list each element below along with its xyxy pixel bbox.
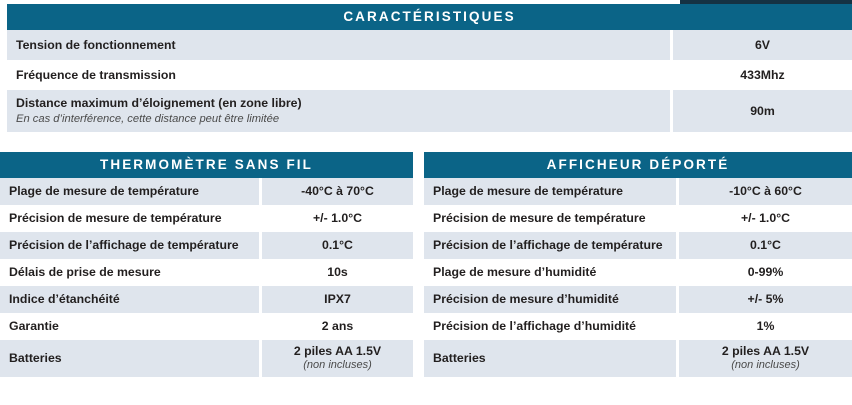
row-label-cell xyxy=(0,259,259,286)
row-value-text: 433Mhz xyxy=(740,67,785,82)
row-value-cell xyxy=(679,259,852,286)
row-label-text: Précision de mesure d’humidité xyxy=(433,292,619,307)
row-label-text: Tension de fonctionnement xyxy=(16,37,176,52)
table-thermometre-sans-fil xyxy=(0,152,413,377)
row-label-text: Précision de mesure de température xyxy=(433,211,646,226)
row-label-text: Batteries xyxy=(9,351,62,366)
row-value-note: (non incluses) xyxy=(303,359,372,371)
table-thermometre-header: THERMOMÈTRE SANS FIL xyxy=(0,152,413,178)
row-value-text: 2 ans xyxy=(321,319,354,334)
row-label-text: Plage de mesure de température xyxy=(9,184,199,199)
row-label-cell xyxy=(0,340,259,377)
row-value-text: 6V xyxy=(754,37,771,52)
row-value-text: 0.1°C xyxy=(750,238,781,253)
row-value-cell xyxy=(673,90,852,132)
row-label-text: Plage de mesure d’humidité xyxy=(433,265,597,280)
row-label-text: Distance maximum d’éloignement (en zone libre) xyxy=(16,96,302,111)
table-caracteristiques-header: CARACTÉRISTIQUES xyxy=(7,4,852,30)
row-label-text: Précision de l’affichage d’humidité xyxy=(433,319,636,334)
row-label-cell xyxy=(424,259,676,286)
row-value-cell xyxy=(679,232,852,259)
table-row xyxy=(0,259,413,286)
row-label-text: Précision de l’affichage de température xyxy=(433,238,663,253)
row-value-note: (non incluses) xyxy=(731,359,800,371)
row-value-cell xyxy=(262,340,413,377)
row-value-text: 1% xyxy=(756,319,775,334)
row-value-text: +/- 5% xyxy=(747,292,784,307)
row-value-cell xyxy=(679,340,852,377)
table-row xyxy=(424,232,852,259)
row-value-cell xyxy=(262,259,413,286)
table-row xyxy=(7,30,852,60)
row-value-cell xyxy=(673,30,852,60)
row-label-cell xyxy=(0,232,259,259)
row-value-cell xyxy=(262,232,413,259)
row-label-text: Précision de l’affichage de température xyxy=(9,238,239,253)
table-row xyxy=(424,340,852,377)
table-row xyxy=(0,205,413,232)
row-value-cell xyxy=(673,60,852,90)
table-row xyxy=(424,205,852,232)
row-value-text: +/- 1.0°C xyxy=(312,211,362,226)
row-value-cell xyxy=(679,286,852,313)
row-value-cell xyxy=(262,205,413,232)
row-value-text: IPX7 xyxy=(324,292,351,307)
row-label-text: Précision de mesure de température xyxy=(9,211,222,226)
row-value-text: 0-99% xyxy=(747,265,784,280)
table-row xyxy=(424,259,852,286)
row-label-cell xyxy=(0,286,259,313)
row-label-cell xyxy=(424,313,676,340)
table-caracteristiques-body xyxy=(7,30,852,132)
row-value-cell xyxy=(262,178,413,205)
row-label-text: Délais de prise de mesure xyxy=(9,265,161,280)
row-value-text: 0.1°C xyxy=(322,238,353,253)
row-value-text: +/- 1.0°C xyxy=(740,211,790,226)
row-label-cell xyxy=(7,30,670,60)
row-label-cell xyxy=(424,205,676,232)
row-value-cell xyxy=(679,313,852,340)
table-row xyxy=(424,286,852,313)
row-label-cell xyxy=(7,60,670,90)
row-label-cell xyxy=(0,205,259,232)
row-label-cell xyxy=(424,340,676,377)
table-row xyxy=(424,313,852,340)
table-row xyxy=(0,340,413,377)
row-value-cell xyxy=(262,286,413,313)
row-label-cell xyxy=(7,90,670,132)
table-row xyxy=(7,90,852,132)
row-label-note: En cas d’interférence, cette distance peut être limitée xyxy=(16,112,280,125)
row-label-cell xyxy=(0,178,259,205)
row-value-text: 10s xyxy=(327,265,348,280)
table-row xyxy=(424,178,852,205)
row-label-cell xyxy=(424,232,676,259)
row-label-text: Indice d’étanchéité xyxy=(9,292,120,307)
row-label-cell xyxy=(424,178,676,205)
table-afficheur-deporte xyxy=(424,152,852,377)
row-label-cell xyxy=(424,286,676,313)
row-label-text: Fréquence de transmission xyxy=(16,67,176,82)
row-label-text: Batteries xyxy=(433,351,486,366)
row-value-cell xyxy=(679,178,852,205)
row-label-cell xyxy=(0,313,259,340)
row-value-text: -40°C à 70°C xyxy=(301,184,374,199)
table-row xyxy=(0,313,413,340)
row-value-cell xyxy=(679,205,852,232)
row-value-cell xyxy=(262,313,413,340)
row-label-text: Garantie xyxy=(9,319,59,334)
row-value-text: -10°C à 60°C xyxy=(729,184,802,199)
table-row xyxy=(7,60,852,90)
table-afficheur-body xyxy=(424,178,852,377)
table-row xyxy=(0,178,413,205)
table-row xyxy=(0,232,413,259)
table-afficheur-header: AFFICHEUR DÉPORTÉ xyxy=(424,152,852,178)
row-value-text: 2 piles AA 1.5V xyxy=(721,344,810,359)
row-label-text: Plage de mesure de température xyxy=(433,184,623,199)
table-thermometre-body xyxy=(0,178,413,377)
table-row xyxy=(0,286,413,313)
row-value-text: 2 piles AA 1.5V xyxy=(293,344,382,359)
table-caracteristiques xyxy=(7,4,852,132)
row-value-text: 90m xyxy=(750,103,775,118)
